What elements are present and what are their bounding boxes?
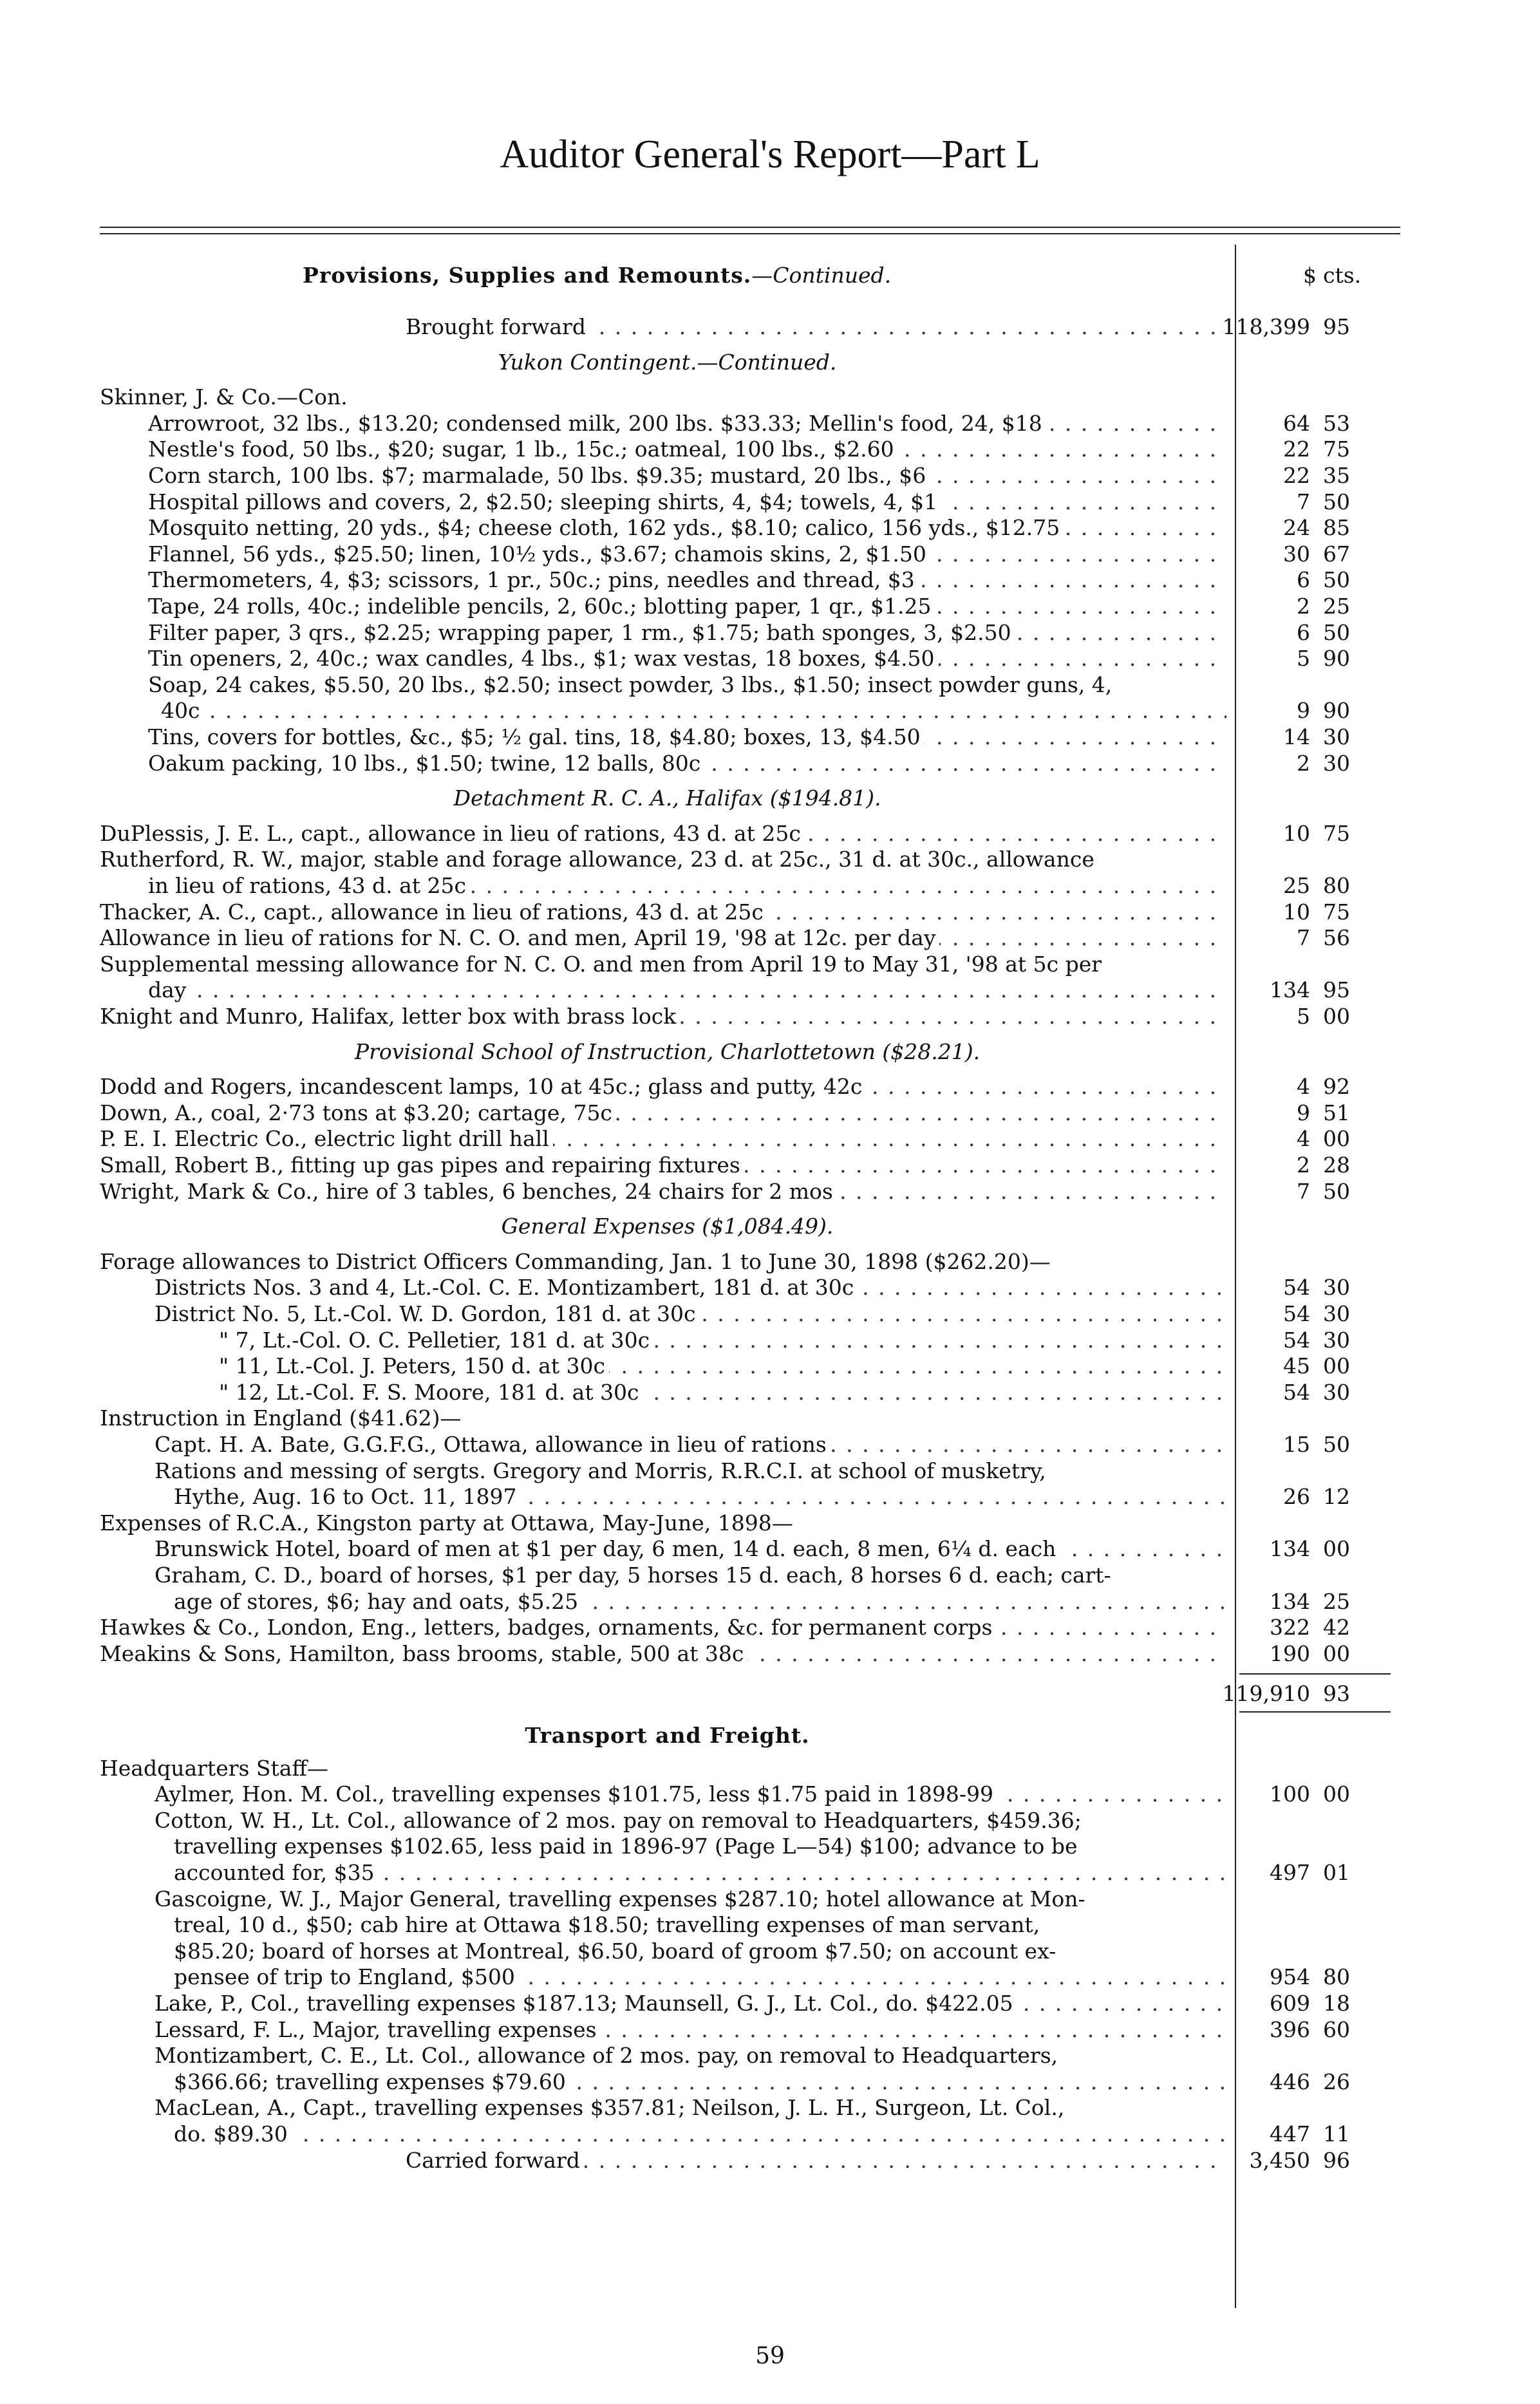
amount-dollars: 2	[1297, 594, 1310, 619]
entry-text: Carried forward	[406, 2148, 584, 2173]
entry-text: P. E. I. Electric Co., electric light drill hall	[100, 1126, 553, 1151]
entry-description	[174, 1964, 1226, 1990]
amount-cents: 00	[1323, 1640, 1350, 1666]
entry-text: do. $89.30	[174, 2121, 292, 2146]
ledger-entry	[0, 646, 1540, 671]
entry-description	[100, 384, 1226, 410]
entry-text: Hospital pillows and covers, 2, $2.50; sleeping shirts, 4, $4; towels, 4, $1	[148, 489, 941, 514]
amount-cents: 90	[1323, 698, 1350, 724]
entry-description	[100, 1756, 1226, 1781]
amount-cents: 50	[1323, 1178, 1350, 1204]
amount-dollars: 6	[1297, 567, 1310, 593]
ledger-entry	[0, 1380, 1540, 1405]
ledger-entry	[0, 314, 1540, 340]
ledger-entry	[0, 952, 1540, 977]
amount-cents: 42	[1323, 1615, 1350, 1640]
amount-cents: 00	[1323, 1781, 1350, 1807]
amount-cents: 50	[1323, 1432, 1350, 1457]
entry-description	[155, 1991, 1226, 2016]
amount-cents: 53	[1323, 410, 1350, 436]
ledger-entry	[0, 1405, 1540, 1431]
entry-description	[100, 1074, 1226, 1100]
ledger-entry	[0, 1964, 1540, 1990]
subtotal-cents: 93	[1323, 1681, 1350, 1707]
entry-description	[100, 1100, 1226, 1126]
header-rule-bottom	[100, 233, 1400, 234]
entry-description	[155, 2017, 1226, 2043]
entry-description	[161, 698, 1226, 724]
amount-dollars: 4	[1297, 1074, 1310, 1100]
section-heading-transport	[0, 1723, 1540, 1749]
amount-dollars: 10	[1283, 820, 1310, 846]
entry-description	[100, 1004, 1226, 1029]
entry-description	[148, 594, 1226, 619]
entry-description	[155, 2095, 1226, 2121]
entry-description	[155, 1563, 1226, 1588]
ledger-entry	[0, 1004, 1540, 1029]
amount-cents: 11	[1323, 2121, 1350, 2146]
amount-dollars: 2	[1297, 1152, 1310, 1178]
entry-description	[219, 1353, 1226, 1379]
amount-cents: 56	[1323, 925, 1350, 951]
amount-dollars: 54	[1283, 1379, 1310, 1405]
entry-text: Brought forward	[406, 314, 590, 339]
entry-text: age of stores, $6; hay and oats, $5.25	[174, 1589, 582, 1614]
entry-description	[155, 1458, 1226, 1484]
amount-cents: 00	[1323, 1353, 1350, 1379]
amount-dollars: 447	[1270, 2121, 1310, 2146]
amount-cents: 92	[1323, 1074, 1350, 1100]
amount-cents: 80	[1323, 873, 1350, 898]
amount-dollars: 190	[1270, 1640, 1310, 1666]
entry-description	[100, 1152, 1226, 1178]
entry-text: accounted for, $35	[174, 1860, 379, 1885]
entry-text: Headquarters Staff—	[100, 1756, 332, 1781]
ledger-entry	[0, 1100, 1540, 1126]
entry-text: " 11, Lt.-Col. J. Peters, 150 d. at 30c	[219, 1353, 609, 1378]
amount-dollars: 24	[1283, 515, 1310, 541]
entry-text: Forage allowances to District Officers Commanding, Jan. 1 to June 30, 1898 ($262.20)—	[100, 1249, 1055, 1274]
amount-cents: 25	[1323, 1588, 1350, 1614]
entry-text: Montizambert, C. E., Lt. Col., allowance of 2 mos. pay, on removal to Headquarters,	[155, 2043, 1062, 2068]
entry-text: in lieu of rations, 43 d. at 25c	[148, 873, 470, 898]
ledger-entry	[0, 1939, 1540, 1964]
entry-text: Supplemental messing allowance for N. C. O. and men from April 19 to May 31, '98 at 5c per	[100, 952, 1105, 977]
ledger-entry	[0, 847, 1540, 872]
subsection-heading-text: Yukon Contingent.—Continued.	[498, 349, 837, 375]
ledger-entry	[0, 821, 1540, 847]
entry-text: pensee of trip to England, $500	[174, 1964, 519, 1989]
entry-description	[148, 724, 1226, 750]
section-heading-provisions	[0, 263, 1540, 288]
ledger-entry	[0, 411, 1540, 437]
amount-cents: 85	[1323, 515, 1350, 541]
entry-description	[148, 873, 1226, 899]
amount-dollars: 6	[1297, 619, 1310, 645]
amount-cents: 95	[1323, 314, 1350, 339]
ledger-entry	[0, 2148, 1540, 2174]
amount-dollars: 15	[1283, 1432, 1310, 1457]
entry-text: Thacker, A. C., capt., allowance in lieu of rations, 43 d. at 25c	[100, 899, 767, 925]
amount-dollars: 5	[1297, 1004, 1310, 1029]
amount-cents: 90	[1323, 646, 1350, 671]
entry-text: Down, A., coal, 2·73 tons at $3.20; cartage, 75c	[100, 1100, 616, 1125]
entry-text: Rations and messing of sergts. Gregory and Morris, R.R.C.I. at school of musketry,	[155, 1458, 1050, 1483]
amount-cents: 26	[1323, 2069, 1350, 2094]
amount-dollars: 7	[1297, 1178, 1310, 1204]
amount-cents: 95	[1323, 977, 1350, 1003]
ledger-entry	[0, 2095, 1540, 2121]
amount-cents: 30	[1323, 1327, 1350, 1353]
amount-dollars: 497	[1270, 1860, 1310, 1885]
ledger-entry	[0, 1484, 1540, 1510]
entry-description	[155, 1886, 1226, 1912]
entry-description	[219, 1328, 1226, 1353]
ledger-entry	[0, 1860, 1540, 1886]
entry-text: Cotton, W. H., Lt. Col., allowance of 2 mos. pay on removal to Headquarters, $459.36;	[155, 1808, 1085, 1833]
entry-description	[174, 2121, 1226, 2147]
amount-dollars: 54	[1283, 1275, 1310, 1301]
subsection-heading-text: General Expenses ($1,084.49).	[501, 1214, 834, 1239]
amount-dollars: 134	[1270, 1536, 1310, 1562]
entry-text: Flannel, 56 yds., $25.50; linen, 10½ yds., $3.67; chamois skins, 2, $1.50	[148, 541, 930, 567]
ledger-entry	[0, 1152, 1540, 1178]
entry-description	[148, 437, 1226, 462]
ledger-entry	[0, 384, 1540, 410]
entry-text: $366.66; travelling expenses $79.60	[174, 2069, 570, 2094]
entry-description	[155, 1536, 1226, 1562]
amount-dollars: 3,450	[1249, 2147, 1310, 2173]
subsection-heading-text: Detachment R. C. A., Halifax ($194.81).	[453, 785, 881, 811]
ledger-entry	[0, 1834, 1540, 1859]
entry-text: Districts Nos. 3 and 4, Lt.-Col. C. E. Montizambert, 181 d. at 30c	[155, 1275, 858, 1300]
amount-dollars: 100	[1270, 1781, 1310, 1807]
entry-text: " 12, Lt.-Col. F. S. Moore, 181 d. at 30c	[219, 1380, 643, 1405]
entry-text: Hawkes & Co., London, Eng., letters, badges, ornaments, &c. for permanent corps	[100, 1615, 996, 1640]
entry-description	[100, 952, 1226, 977]
ledger-entry	[0, 1179, 1540, 1205]
entry-description	[100, 1510, 1226, 1536]
entry-text: Tins, covers for bottles, &c., $5; ½ gal. tins, 18, $4.80; boxes, 13, $4.50	[148, 724, 925, 749]
amount-cents: 01	[1323, 1860, 1350, 1885]
entry-text: District No. 5, Lt.-Col. W. D. Gordon, 181 d. at 30c	[155, 1301, 699, 1326]
ledger-entry	[0, 515, 1540, 541]
entry-text: MacLean, A., Capt., travelling expenses $357.81; Neilson, J. L. H., Surgeon, Lt. Col.,	[155, 2095, 1068, 2120]
amount-cents: 67	[1323, 541, 1350, 567]
entry-text: Nestle's food, 50 lbs., $20; sugar, 1 lb., 15c.; oatmeal, 100 lbs., $2.60	[148, 437, 898, 462]
amount-dollars: 54	[1283, 1327, 1310, 1353]
entry-text: Tin openers, 2, 40c.; wax candles, 4 lbs., $1; wax vestas, 18 boxes, $4.50	[148, 646, 939, 671]
amount-cents: 50	[1323, 567, 1350, 593]
amount-cents: 28	[1323, 1152, 1350, 1178]
amount-dollars: 25	[1283, 873, 1310, 898]
entry-text: Rutherford, R. W., major, stable and forage allowance, 23 d. at 25c., 31 d. at 30c., allowance	[100, 847, 1098, 872]
ledger-entry	[0, 620, 1540, 646]
amount-cents: 30	[1323, 1275, 1350, 1301]
amount-cents: 60	[1323, 2016, 1350, 2042]
amount-dollars: 54	[1283, 1301, 1310, 1326]
entry-description	[148, 463, 1226, 489]
entry-description	[174, 2069, 1226, 2095]
subsection-heading	[0, 1039, 1540, 1065]
entry-text: Knight and Munro, Halifax, letter box with brass lock	[100, 1004, 680, 1029]
amount-dollars: 446	[1270, 2069, 1310, 2094]
entry-description	[406, 2148, 1226, 2174]
amount-cents: 25	[1323, 594, 1350, 619]
amount-dollars: 118,399	[1222, 314, 1310, 339]
ledger-entry	[0, 873, 1540, 899]
section-title: Transport and Freight.	[525, 1723, 810, 1748]
ledger-entry	[0, 463, 1540, 489]
entry-description	[100, 1615, 1226, 1640]
entry-description	[100, 1641, 1226, 1667]
entry-text: Allowance in lieu of rations for N. C. O. and men, April 19, '98 at 12c. per day	[100, 925, 939, 950]
ledger-entry	[0, 594, 1540, 619]
ledger-entry	[0, 925, 1540, 951]
entry-text: Instruction in England ($41.62)—	[100, 1405, 465, 1431]
ledger-entry	[0, 672, 1540, 698]
entry-text: Mosquito netting, 20 yds., $4; cheese cloth, 162 yds., $8.10; calico, 156 yds., $12.75	[148, 515, 1064, 540]
amount-cents: 96	[1323, 2147, 1350, 2173]
entry-text: Meakins & Sons, Hamilton, bass brooms, stable, 500 at 38c	[100, 1641, 747, 1666]
entry-description	[148, 541, 1226, 567]
entry-description	[100, 847, 1226, 872]
amount-dollars: 30	[1283, 541, 1310, 567]
amount-cents: 30	[1323, 724, 1350, 749]
entry-description	[148, 672, 1226, 698]
entry-description	[155, 1781, 1226, 1807]
entry-description	[155, 1275, 1226, 1301]
amount-cents: 35	[1323, 463, 1350, 488]
ledger-entry	[0, 1301, 1540, 1327]
entry-text: Small, Robert B., fitting up gas pipes and repairing fixtures	[100, 1152, 744, 1178]
entry-description	[148, 646, 1226, 671]
ledger-entry	[0, 1510, 1540, 1536]
amount-dollars: 954	[1270, 1964, 1310, 1990]
entry-text: Brunswick Hotel, board of men at $1 per day, 6 men, 14 d. each, 8 men, 6¼ d. each	[155, 1536, 1060, 1561]
amount-dollars: 26	[1283, 1484, 1310, 1510]
subsection-heading	[0, 350, 1540, 375]
amount-dollars: 322	[1270, 1615, 1310, 1640]
entry-description	[148, 515, 1226, 541]
page-title: Auditor General's Report—Part L	[500, 133, 1040, 176]
entry-description	[100, 1179, 1226, 1205]
ledger-entry	[0, 1912, 1540, 1938]
amount-dollars: 9	[1297, 1100, 1310, 1125]
section-title: Provisions, Supplies and Remounts.	[303, 263, 752, 288]
amount-dollars: 14	[1283, 724, 1310, 749]
amount-dollars: 609	[1270, 1991, 1310, 2016]
entry-description	[406, 314, 1226, 340]
ledger-entry	[0, 541, 1540, 567]
entry-text: Capt. H. A. Bate, G.G.F.G., Ottawa, allowance in lieu of rations	[155, 1432, 831, 1457]
entry-text: 40c	[161, 698, 203, 723]
ledger-entry	[0, 1808, 1540, 1834]
entry-description	[174, 1860, 1226, 1886]
entry-text: Tape, 24 rolls, 40c.; indelible pencils, 2, 60c.; blotting paper, 1 qr., $1.25	[148, 594, 935, 619]
entry-description	[100, 1249, 1226, 1275]
entry-text: Aylmer, Hon. M. Col., travelling expenses $101.75, less $1.75 paid in 1898-99	[155, 1781, 997, 1807]
entry-text: Oakum packing, 10 lbs., $1.50; twine, 12 balls, 80c	[148, 751, 704, 776]
entry-description	[155, 1301, 1226, 1327]
amount-dollars: 134	[1270, 1588, 1310, 1614]
ledger-entry	[0, 977, 1540, 1003]
ledger-entry	[0, 1886, 1540, 1912]
amount-dollars: 22	[1283, 463, 1310, 488]
column-header-cents: cts.	[1323, 263, 1362, 288]
ledger-entry	[0, 1126, 1540, 1152]
ledger-entry	[0, 1249, 1540, 1275]
ledger-entry	[0, 1432, 1540, 1458]
entry-description	[155, 1432, 1226, 1458]
entry-text: Lake, P., Col., travelling expenses $187.13; Maunsell, G. J., Lt. Col., do. $422.05	[155, 1991, 1017, 2016]
amount-cents: 75	[1323, 899, 1350, 925]
section-continued: —Continued.	[751, 263, 892, 288]
entry-text: travelling expenses $102.65, less paid in 1896-97 (Page L—54) $100; advance to be	[174, 1834, 1082, 1859]
entry-description	[155, 2043, 1226, 2069]
subsection-heading	[0, 785, 1540, 811]
entry-text: Thermometers, 4, $3; scissors, 1 pr., 50c.; pins, needles and thread, $3	[148, 567, 919, 592]
ledger-entry	[0, 2069, 1540, 2095]
amount-dollars: 396	[1270, 2016, 1310, 2042]
entry-text: Gascoigne, W. J., Major General, travelling expenses $287.10; hotel allowance at Mon-	[155, 1886, 1089, 1911]
ledger-entry	[0, 437, 1540, 462]
amount-cents: 50	[1323, 489, 1350, 514]
entry-text: treal, 10 d., $50; cab hire at Ottawa $18.50; travelling expenses of man servant,	[174, 1912, 1044, 1937]
amount-dollars: 10	[1283, 899, 1310, 925]
amount-dollars: 2	[1297, 750, 1310, 776]
header-rule-top	[100, 227, 1400, 228]
entry-text: Hythe, Aug. 16 to Oct. 11, 1897	[174, 1484, 520, 1509]
ledger-entry	[0, 1563, 1540, 1588]
entry-text: DuPlessis, J. E. L., capt., allowance in lieu of rations, 43 d. at 25c	[100, 821, 805, 846]
entry-description	[155, 1808, 1226, 1834]
column-header-dollars: $	[1303, 263, 1317, 288]
entry-text: Dodd and Rogers, incandescent lamps, 10 at 45c.; glass and putty, 42c	[100, 1074, 866, 1099]
ledger-entry	[0, 1756, 1540, 1781]
entry-description	[174, 1912, 1226, 1938]
amount-cents: 18	[1323, 1991, 1350, 2016]
amount-cents: 75	[1323, 437, 1350, 462]
amount-cents: 50	[1323, 619, 1350, 645]
amount-cents: 00	[1323, 1536, 1350, 1562]
ledger-entry	[0, 1328, 1540, 1353]
entry-text: Filter paper, 3 qrs., $2.25; wrapping paper, 1 rm., $1.75; bath sponges, 3, $2.50	[148, 620, 1015, 645]
amount-dollars: 45	[1283, 1353, 1310, 1379]
entry-description	[148, 620, 1226, 646]
amount-cents: 12	[1323, 1484, 1350, 1510]
ledger-entry	[0, 1536, 1540, 1562]
amount-cents: 00	[1323, 1004, 1350, 1029]
entry-text: Lessard, F. L., Major, travelling expenses	[155, 2017, 601, 2042]
subsection-heading-text: Provisional School of Instruction, Charlottetown ($28.21).	[354, 1038, 981, 1064]
entry-text: Expenses of R.C.A., Kingston party at Ottawa, May-June, 1898—	[100, 1510, 797, 1535]
total-rule	[1239, 1673, 1391, 1675]
entry-description	[219, 1380, 1226, 1405]
entry-description	[174, 1589, 1226, 1615]
ledger-entry	[0, 698, 1540, 724]
entry-description	[100, 1405, 1226, 1431]
entry-description	[148, 489, 1226, 515]
entry-text: Arrowroot, 32 lbs., $13.20; condensed milk, 200 lbs. $33.33; Mellin's food, 24, $18	[148, 411, 1046, 436]
amount-dollars: 22	[1283, 437, 1310, 462]
ledger-entry	[0, 2017, 1540, 2043]
entry-description	[174, 1834, 1226, 1859]
ledger-entry	[0, 751, 1540, 776]
total-rule	[1239, 1711, 1391, 1713]
ledger-entry	[0, 1641, 1540, 1667]
entry-description	[148, 977, 1226, 1003]
ledger-entry	[0, 567, 1540, 593]
entry-text: day	[148, 977, 190, 1002]
entry-description	[148, 411, 1226, 437]
ledger-entry	[0, 489, 1540, 515]
ledger-entry	[0, 2043, 1540, 2069]
amount-dollars: 64	[1283, 410, 1310, 436]
subtotal-row	[0, 1681, 1540, 1707]
amount-cents: 51	[1323, 1100, 1350, 1125]
ledger-entry	[0, 1589, 1540, 1615]
amount-cents: 00	[1323, 1126, 1350, 1152]
entry-description	[100, 1126, 1226, 1152]
ledger-entry	[0, 2121, 1540, 2147]
entry-description	[100, 925, 1226, 951]
ledger-entry	[0, 1615, 1540, 1640]
entry-description	[100, 899, 1226, 925]
amount-cents: 30	[1323, 1301, 1350, 1326]
entry-description	[174, 1484, 1226, 1510]
entry-text: $85.20; board of horses at Montreal, $6.50, board of groom $7.50; on account ex-	[174, 1939, 1060, 1964]
entry-text: " 7, Lt.-Col. O. C. Pelletier, 181 d. at 30c	[219, 1328, 653, 1353]
subtotal-dollars: 119,910	[1222, 1681, 1310, 1707]
ledger-entry	[0, 1458, 1540, 1484]
amount-dollars: 7	[1297, 925, 1310, 951]
entry-text: Wright, Mark & Co., hire of 3 tables, 6 benches, 24 chairs for 2 mos	[100, 1179, 837, 1204]
amount-cents: 30	[1323, 750, 1350, 776]
ledger-entry	[0, 1353, 1540, 1379]
amount-dollars: 5	[1297, 646, 1310, 671]
amount-dollars: 7	[1297, 489, 1310, 514]
amount-cents: 30	[1323, 1379, 1350, 1405]
entry-description	[148, 567, 1226, 593]
entry-description	[148, 751, 1226, 776]
ledger-entry	[0, 899, 1540, 925]
page-number: 59	[755, 2343, 785, 2369]
entry-description	[174, 1939, 1226, 1964]
amount-cents: 80	[1323, 1964, 1350, 1990]
amount-dollars: 4	[1297, 1126, 1310, 1152]
ledger-entry	[0, 724, 1540, 750]
entry-description	[100, 821, 1226, 847]
entry-text: Skinner, J. & Co.—Con.	[100, 384, 352, 409]
ledger-entry	[0, 1991, 1540, 2016]
entry-text: Soap, 24 cakes, $5.50, 20 lbs., $2.50; insect powder, 3 lbs., $1.50; insect powder guns, 4,	[148, 672, 1116, 697]
ledger-entry	[0, 1781, 1540, 1807]
amount-dollars: 9	[1297, 698, 1310, 724]
amount-cents: 75	[1323, 820, 1350, 846]
ledger-entry	[0, 1275, 1540, 1301]
entry-text: Graham, C. D., board of horses, $1 per day, 5 horses 15 d. each, 8 horses 6 d. each; cart-	[155, 1563, 1115, 1588]
entry-text: Corn starch, 100 lbs. $7; marmalade, 50 lbs. $9.35; mustard, 20 lbs., $6	[148, 463, 930, 488]
ledger-entry	[0, 1074, 1540, 1100]
subsection-heading	[0, 1214, 1540, 1239]
amount-dollars: 134	[1270, 977, 1310, 1003]
